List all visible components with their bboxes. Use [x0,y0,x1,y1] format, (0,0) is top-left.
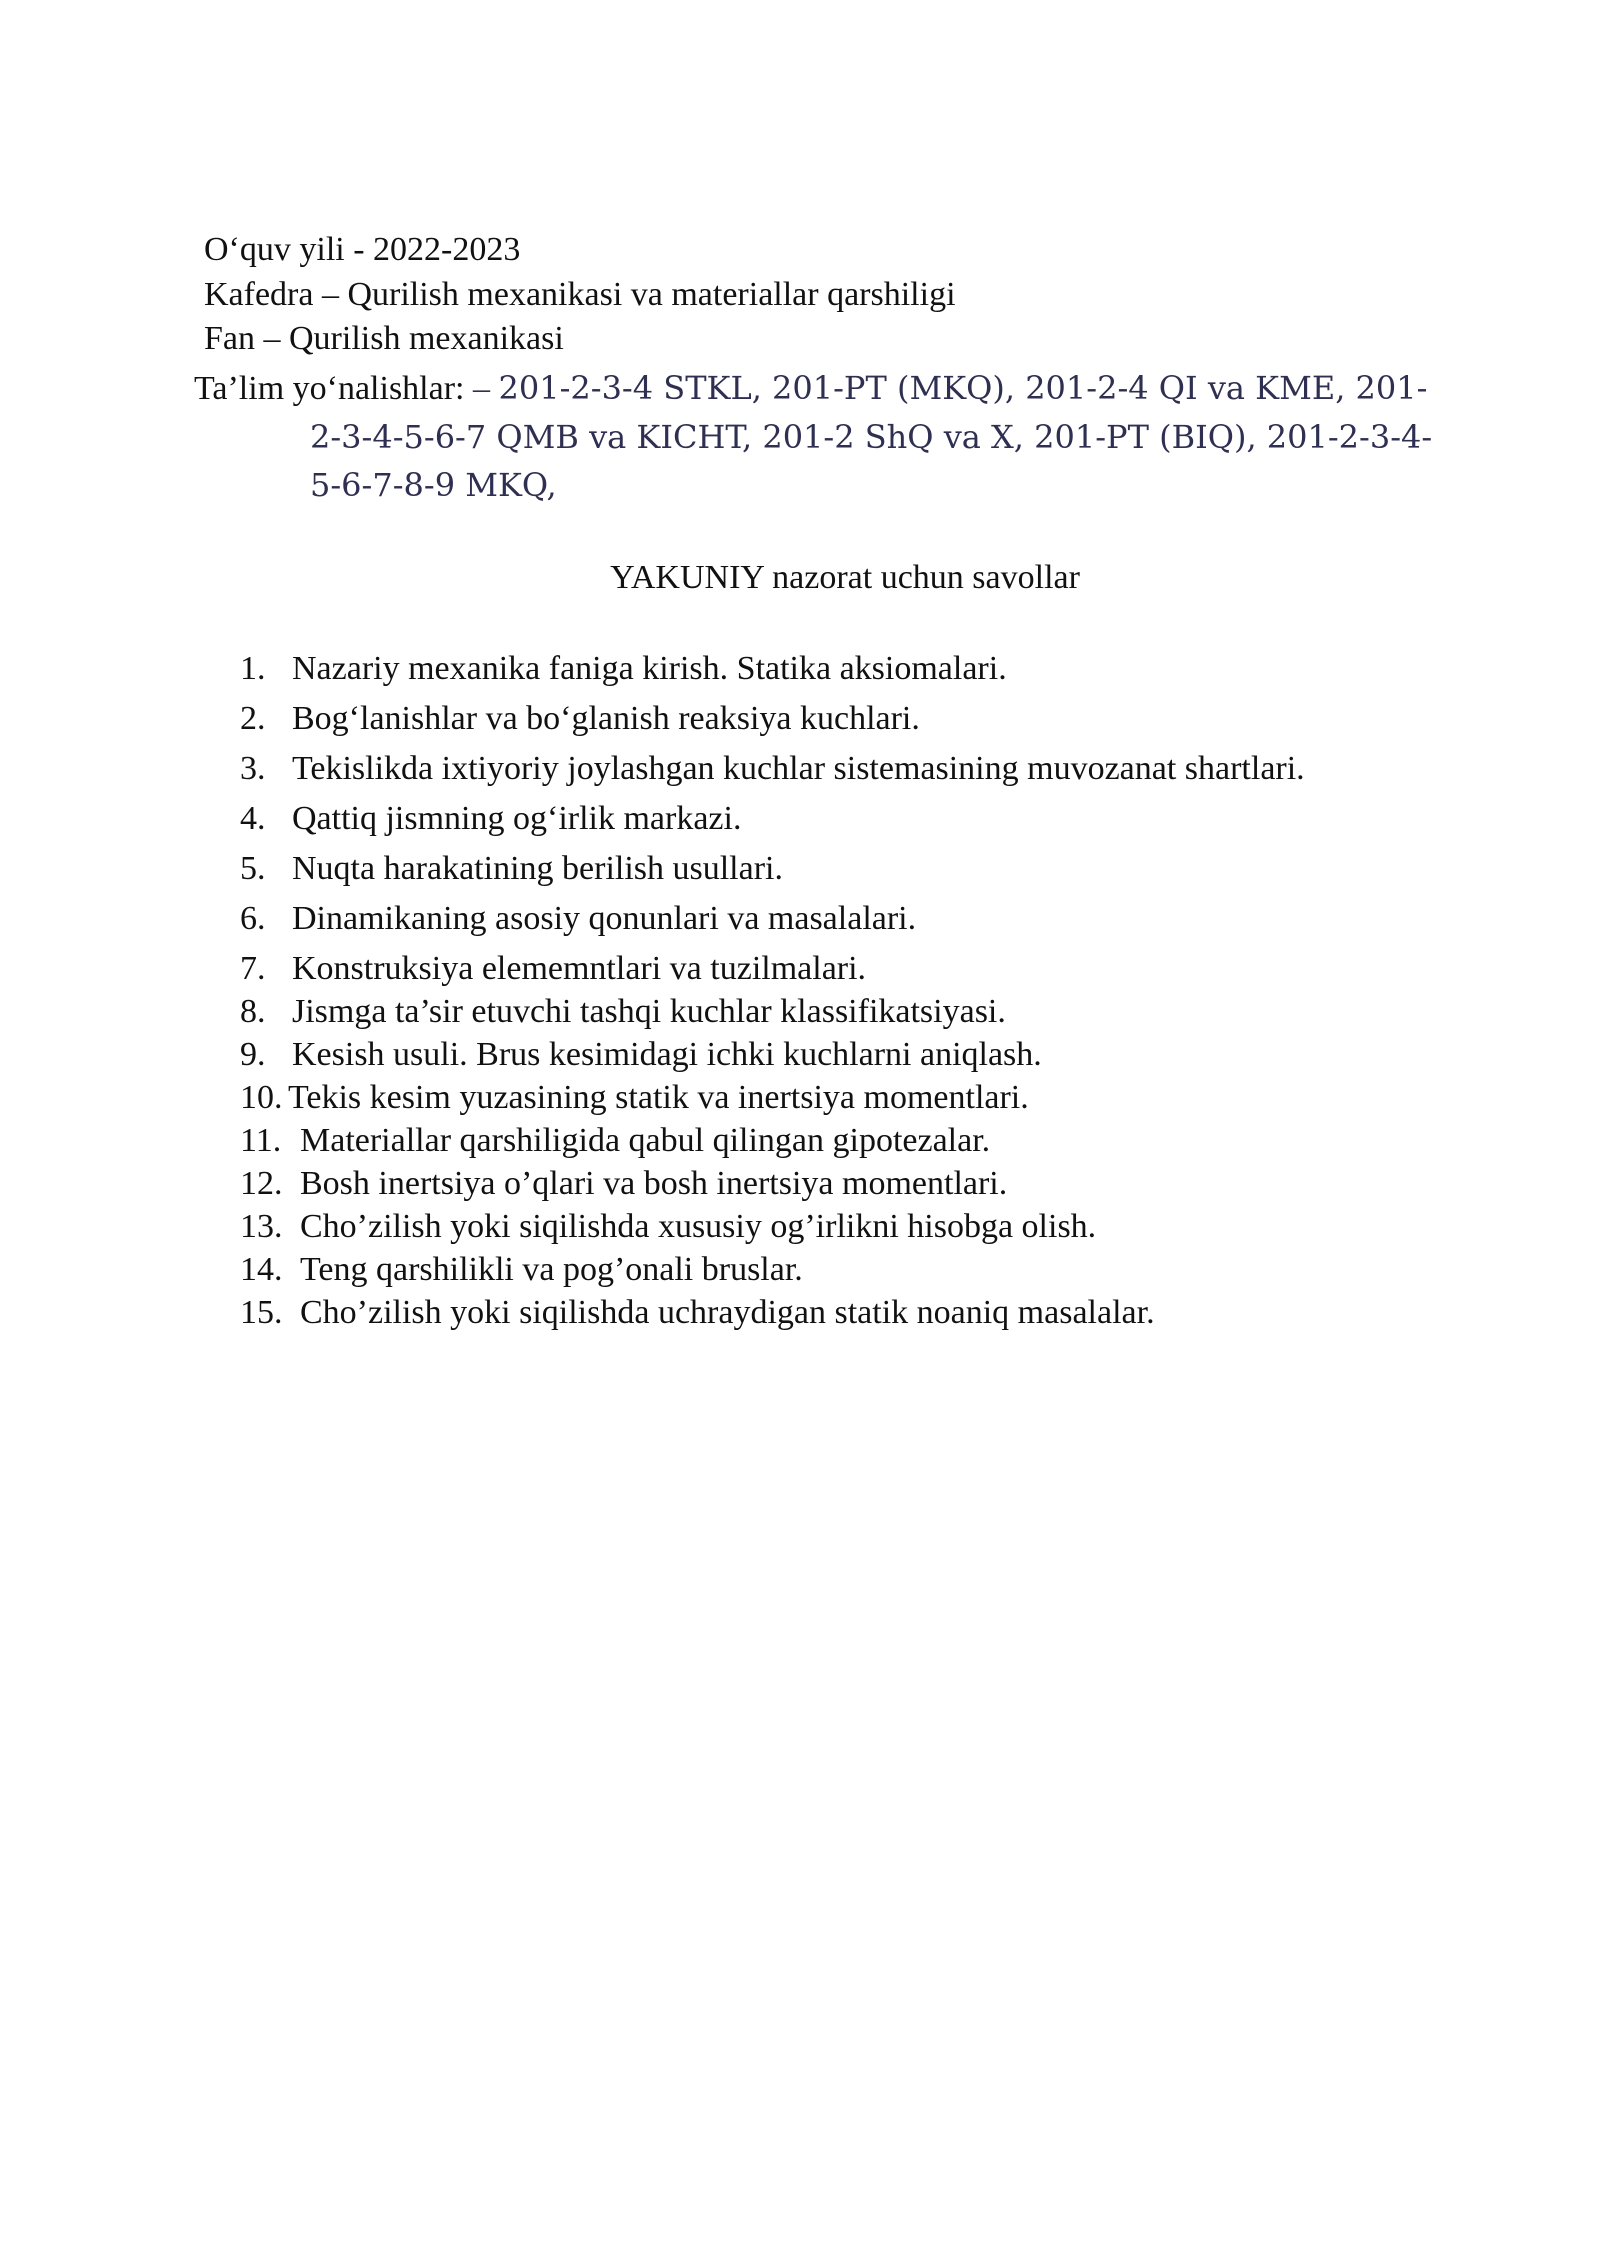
directions-dash: – [473,370,499,407]
question-number: 3. [240,750,266,787]
directions-codes-line2: 2-3-4-5-6-7 QMB va KICHT, 201-2 ShQ va X, 201-PT (BIQ), 201-2-3-4- [310,418,1433,456]
question-text: Tekislikda ixtiyoriy joylashgan kuchlar sistemasining muvozanat shartlari. [292,750,1305,787]
list-item [240,798,741,840]
list-item [240,748,1305,790]
directions-codes-line1: 201-2-3-4 STKL, 201-PT (MKQ), 201-2-4 QI va KME, 201- [498,369,1428,407]
question-number: 9. [240,1036,266,1073]
question-number: 5. [240,850,266,887]
question-text: Dinamikaning asosiy qonunlari va masalalari. [292,900,917,937]
question-number: 14. [240,1251,283,1288]
list-item [240,1077,1029,1119]
question-number: 11. [240,1122,282,1159]
list-item [240,1034,1042,1076]
document-title: YAKUNIY nazorat uchun savollar [610,559,1080,596]
list-item [240,991,1006,1033]
question-text: Bosh inertsiya o’qlari va bosh inertsiya momentlari. [300,1165,1008,1202]
question-text: Cho’zilish yoki siqilishda xususiy og’irlikni hisobga olish. [300,1208,1097,1245]
list-item [240,1292,1155,1334]
question-number: 12. [240,1165,283,1202]
question-number: 15. [240,1294,283,1331]
subject: Fan – Qurilish mexanikasi [204,320,564,357]
question-text: Materiallar qarshiligida qabul qilingan gipotezalar. [300,1122,991,1159]
academic-year: O‘quv yili - 2022-2023 [204,231,521,268]
department: Kafedra – Qurilish mexanikasi va materiallar qarshiligi [204,276,956,313]
question-text: Qattiq jismning og‘irlik markazi. [292,800,742,837]
question-text: Cho’zilish yoki siqilishda uchraydigan statik noaniq masalalar. [300,1294,1155,1331]
question-number: 4. [240,800,266,837]
question-text: Tekis kesim yuzasining statik va inertsiya momentlari. [288,1079,1029,1116]
question-number: 2. [240,700,266,737]
list-item [240,1249,803,1291]
question-text: Kesish usuli. Brus kesimidagi ichki kuchlarni aniqlash. [292,1036,1042,1073]
question-number: 1. [240,650,266,687]
question-text: Konstruksiya elememntlari va tuzilmalari. [292,950,867,987]
question-number: 6. [240,900,266,937]
list-item [240,898,916,940]
question-number: 10. [240,1079,283,1116]
list-item [240,648,1007,690]
directions-codes-line3: 5-6-7-8-9 MKQ, [310,466,557,504]
list-item [240,1163,1007,1205]
list-item [240,698,920,740]
question-text: Nazariy mexanika faniga kirish. Statika aksiomalari. [292,650,1007,687]
study-directions [194,364,1524,509]
question-number: 7. [240,950,266,987]
list-item [240,1120,990,1162]
question-text: Teng qarshilikli va pog’onali bruslar. [300,1251,803,1288]
list-item [240,1206,1096,1248]
question-number: 8. [240,993,266,1030]
directions-label: Ta’lim yo‘nalishlar: [194,370,473,407]
question-text: Jismga ta’sir etuvchi tashqi kuchlar klassifikatsiyasi. [292,993,1006,1030]
list-item [240,948,866,990]
question-number: 13. [240,1208,283,1245]
question-text: Nuqta harakatining berilish usullari. [292,850,783,887]
question-text: Bog‘lanishlar va bo‘glanish reaksiya kuchlari. [292,700,920,737]
list-item [240,848,783,890]
